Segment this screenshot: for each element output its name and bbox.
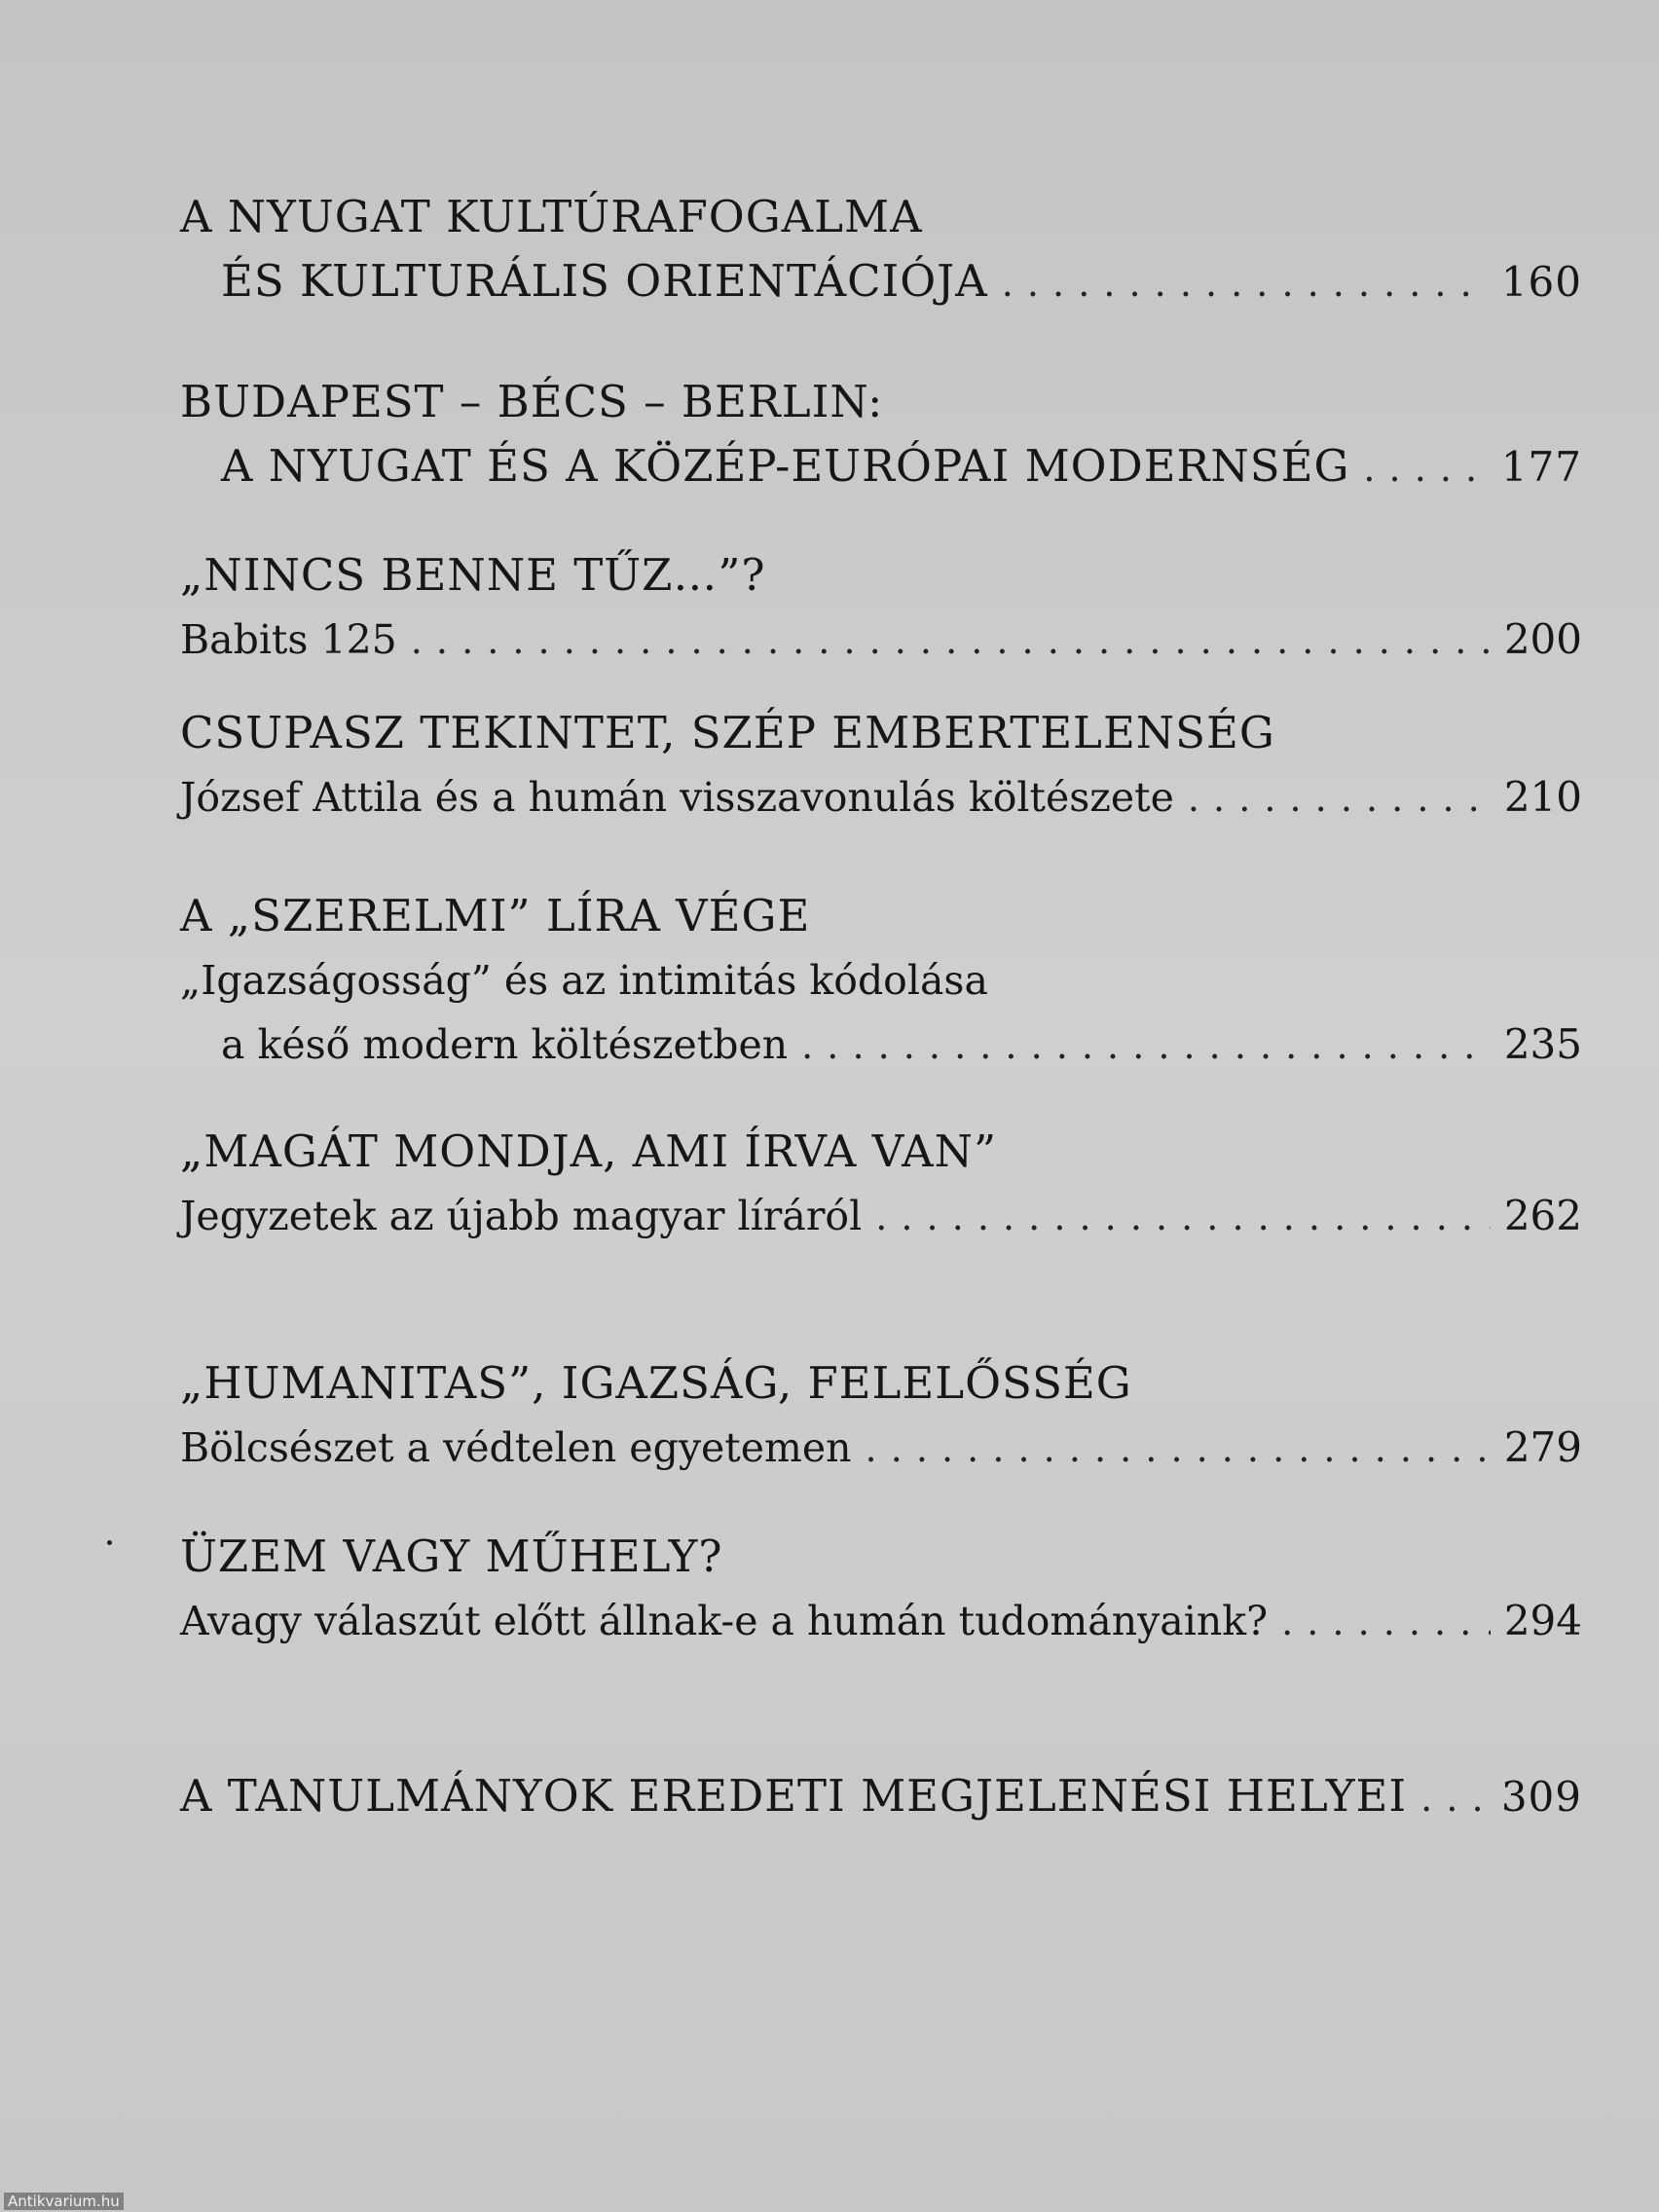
page-number: 294 [1503, 1597, 1582, 1644]
entry-leader-line [180, 1764, 1582, 1828]
entry-title: BUDAPEST – BÉCS – BERLIN: [180, 376, 884, 427]
entry-title: A TANULMÁNYOK EREDETI MEGJELENÉSI HELYEI [180, 1770, 1408, 1822]
entry-leader-line [180, 765, 1582, 830]
entry-subtitle: Babits 125 [180, 616, 397, 663]
dot-leader [875, 1185, 1491, 1249]
entry-title-cont: A NYUGAT ÉS A KÖZÉP-EURÓPAI MODERNSÉG [221, 440, 1350, 492]
entry-leader-line [180, 1013, 1582, 1077]
page-number: 262 [1503, 1192, 1582, 1239]
toc-entry [180, 1764, 1582, 1828]
dot-leader [1420, 1766, 1488, 1830]
page-number: 279 [1503, 1423, 1582, 1471]
toc-entry [180, 701, 1582, 830]
page-number: 210 [1503, 773, 1582, 821]
entry-subtitle: József Attila és a humán visszavonulás költészete [180, 774, 1174, 821]
entry-leader-line [180, 1416, 1582, 1480]
page-number: 235 [1503, 1020, 1582, 1068]
toc-entry [180, 543, 1582, 672]
entry-title: CSUPASZ TEKINTET, SZÉP EMBERTELENSÉG [180, 707, 1275, 758]
entry-leader-line [180, 1589, 1582, 1653]
entry-leader-line [180, 434, 1582, 498]
entry-title: A „SZERELMI” LÍRA VÉGE [180, 890, 811, 941]
toc-entry [180, 884, 1582, 1077]
dot-leader [411, 608, 1491, 673]
entry-leader-line [180, 608, 1582, 672]
entry-title: „MAGÁT MONDJA, AMI ÍRVA VAN” [180, 1125, 998, 1177]
entry-title: A NYUGAT KULTÚRAFOGALMA [180, 191, 923, 242]
entry-subtitle: „Igazságosság” és az intimitás kódolása [180, 957, 988, 1004]
toc-entry [180, 370, 1582, 498]
ink-speck [107, 1540, 112, 1545]
toc-entry [180, 185, 1582, 313]
toc-entry [180, 1351, 1582, 1480]
entry-subtitle-cont: a késő modern költészetben [221, 1021, 789, 1068]
entry-title: „NINCS BENNE TŰZ…”? [180, 549, 766, 601]
dot-leader [1363, 436, 1487, 500]
page-number: 309 [1500, 1773, 1582, 1821]
toc-entry [180, 1120, 1582, 1248]
entry-leader-line [180, 249, 1582, 313]
dot-leader [801, 1014, 1491, 1078]
entry-subtitle: Bölcsészet a védtelen egyetemen [180, 1424, 852, 1471]
watermark: Antikvarium.hu [4, 2193, 124, 2210]
dot-leader [1188, 766, 1491, 830]
dot-leader [1002, 251, 1488, 315]
entry-title-cont: ÉS KULTURÁLIS ORIENTÁCIÓJA [221, 255, 988, 307]
entry-leader-line [180, 1184, 1582, 1248]
page-number: 200 [1503, 615, 1582, 663]
entry-subtitle: Jegyzetek az újabb magyar líráról [180, 1193, 863, 1239]
toc-entry [180, 1525, 1582, 1653]
dot-leader [1281, 1590, 1491, 1654]
entry-title: ÜZEM VAGY MŰHELY? [180, 1530, 723, 1582]
entry-title: „HUMANITAS”, IGAZSÁG, FELELŐSSÉG [180, 1357, 1132, 1409]
entry-subtitle: Avagy válaszút előtt állnak-e a humán tudományaink? [180, 1598, 1269, 1644]
page-number: 177 [1500, 443, 1582, 491]
page-number: 160 [1500, 258, 1582, 306]
dot-leader [866, 1417, 1491, 1481]
